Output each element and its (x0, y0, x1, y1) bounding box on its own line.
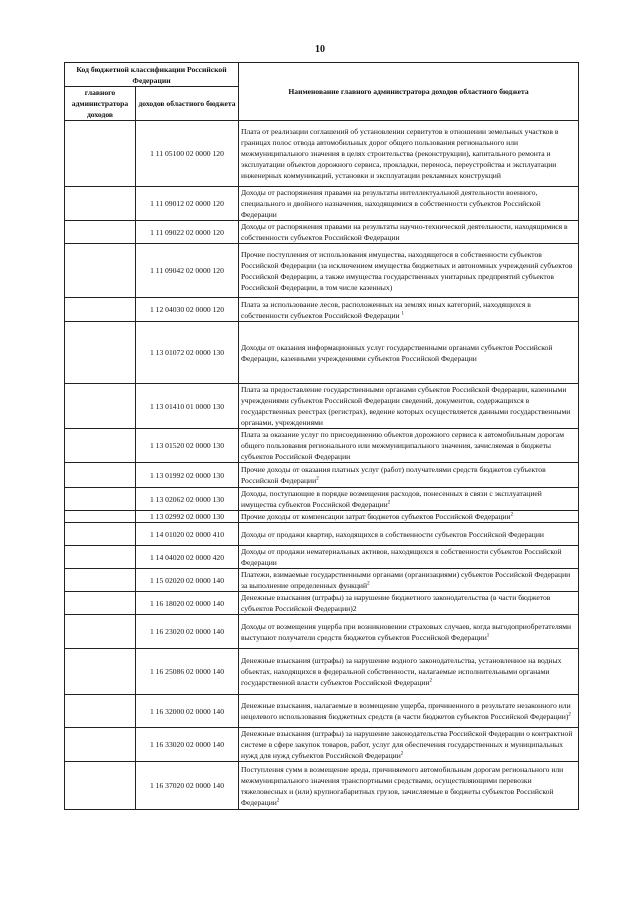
income-name-cell (239, 244, 579, 298)
income-name-text: Поступления сумм в возмещение вреда, причиняемого автомобильным дорогам регионального или межмуниципального значения транспортными средствами, осуществляющими перевозки тяжеловесных и (или) крупногабаритных грузов, зачисляемые в бюджеты субъектов Российской Федерации (241, 764, 564, 807)
income-name-cell (239, 762, 579, 810)
admin-code-cell (65, 546, 136, 569)
income-name-cell (239, 121, 579, 187)
admin-code-cell (65, 187, 136, 221)
footnote-marker: 2 (367, 581, 370, 587)
income-name-text: Плата от реализации соглашений об установлении сервитутов в отношении земельных участков в границах полос отвода автомобильных дорог общего пользования регионального или межмуниципального значения в целях строительства (реконструкции), капитального ремонта и эксплуатации объектов дорожного сервиса, прокладки, переноса, переустройства и эксплуатации инженерных коммуникаций, установки и эксплуатации рекламных конструкций (241, 127, 559, 180)
income-code-cell: 1 16 33020 02 0000 140 (136, 728, 239, 762)
table-row (65, 523, 579, 546)
admin-code-cell (65, 298, 136, 322)
income-name-cell (239, 511, 579, 523)
admin-code-cell (65, 569, 136, 592)
income-name-text: Денежные взыскания (штрафы) за нарушение бюджетного законодательства (в части бюджетов субъектов Российской Федерации)2 (241, 593, 551, 613)
admin-code-cell (65, 244, 136, 298)
footnote-marker: 2 (316, 476, 319, 482)
income-name-cell (239, 569, 579, 592)
income-code-cell: 1 14 04020 02 0000 420 (136, 546, 239, 569)
admin-code-cell (65, 221, 136, 244)
income-code-cell: 1 16 37020 02 0000 140 (136, 762, 239, 810)
admin-code-cell (65, 695, 136, 728)
income-code-cell: 1 11 09012 02 0000 120 (136, 187, 239, 221)
income-name-cell (239, 384, 579, 429)
income-name-cell (239, 615, 579, 649)
admin-code-cell (65, 649, 136, 695)
admin-code-cell (65, 592, 136, 615)
admin-code-cell (65, 429, 136, 463)
footnote-marker: 2 (276, 797, 280, 803)
income-name-text: Денежные взыскания (штрафы) за нарушение водного законодательства, установленное на водных объектах, находящихся в федеральной собственности, налагаемые исполнительными органами государственной власти субъектов Российской Федерации (241, 656, 562, 687)
table-row (65, 546, 579, 569)
income-code-cell: 1 13 01410 01 0000 130 (136, 384, 239, 429)
income-name-text: Плата за оказание услуг по присоединению объектов дорожного сервиса к автомобильным дорогам общего пользования регионального или межмуниципального значения, зачисляемая в бюджеты субъектов Российской Федерации (241, 430, 565, 461)
income-name-text: Доходы от оказания информационных услуг государственными органами субъектов Российской Федерации, казенными учреждениями субъектов Российской Федерации (241, 342, 553, 363)
header-admin-column: главного администратора доходов (65, 87, 136, 121)
income-name-cell (239, 322, 579, 384)
income-name-text: Денежные взыскания (штрафы) за нарушение законодательства Российской Федерации о контрактной системе в сфере закупок товаров, работ, услуг для обеспечения государственных и муниципальных нужд для нужд субъектов Российской Федерации (241, 729, 573, 760)
income-name-cell (239, 523, 579, 546)
income-code-cell: 1 16 25086 02 0000 140 (136, 649, 239, 695)
income-code-cell: 1 16 32000 02 0000 140 (136, 695, 239, 728)
table-row (65, 121, 579, 187)
admin-code-cell (65, 728, 136, 762)
income-name-text: Прочие доходы от компенсации затрат бюджетов субъектов Российской Федерации (241, 512, 511, 521)
income-name-text: Доходы от распоряжения правами на результаты интеллектуальной деятельности военного, специального и двойного назначения, находящимися в собственности субъектов Российской Федерации (241, 188, 541, 219)
income-name-text: Прочие доходы от оказания платных услуг (работ) получателями средств бюджетов субъектов Российской Федерации (241, 465, 546, 485)
income-name-text: Плата за предоставление государственными органами субъектов Российской Федерации, казенными учреждениями субъектов Российской Федерации сведений, документов, содержащихся в государственных реестрах (регистрах), ведение которых осуществляется данными государственными органами, учреждениями (241, 385, 571, 427)
table-row (65, 384, 579, 429)
income-code-cell: 1 13 01072 02 0000 130 (136, 322, 239, 384)
income-code-cell: 1 13 01992 02 0000 130 (136, 463, 239, 488)
income-name-text: Денежные взыскания, налагаемые в возмещение ущерба, причиненного в результате незаконного или нецелевого использования бюджетных средств (в части бюджетов субъектов Российской Федерации) (241, 701, 571, 721)
footnote-marker: 2 (387, 500, 391, 506)
income-code-cell: 1 11 05100 02 0000 120 (136, 121, 239, 187)
admin-code-cell (65, 511, 136, 523)
income-name-text: Доходы от продажи нематериальных активов, находящихся в собственности субъектов Российской Федерации (241, 547, 562, 567)
footnote-marker: 2 (568, 712, 571, 718)
table-row (65, 511, 579, 523)
income-name-text: Доходы от распоряжения правами на результаты научно-технической деятельности, находящимися в собственности субъектов Российской Федерации (241, 222, 568, 242)
admin-code-cell (65, 488, 136, 511)
income-code-cell: 1 12 04030 02 0000 120 (136, 298, 239, 322)
admin-code-cell (65, 762, 136, 810)
income-name-text: Плата за использование лесов, расположенных на землях иных категорий, находящихся в собственности субъектов Российской Федерации (241, 299, 531, 320)
income-code-cell: 1 16 18020 02 0000 140 (136, 592, 239, 615)
table-row (65, 322, 579, 384)
footnote-marker: 1 (486, 632, 490, 638)
admin-code-cell (65, 121, 136, 187)
income-name-text: Платежи, взимаемые государственными органами (организациями) субъектов Российской Федерации за выполнение определенных функций (241, 570, 571, 590)
page-number: 10 (315, 44, 325, 55)
income-name-text: Доходы, поступающие в порядке возмещения расходов, понесенных в связи с эксплуатацией имущества субъектов Российской Федерации (241, 489, 542, 509)
table-row (65, 221, 579, 244)
income-name-text: Доходы от продажи квартир, находящихся в собственности субъектов Российской Федерации (241, 529, 544, 539)
income-code-cell: 1 11 09022 02 0000 120 (136, 221, 239, 244)
income-name-cell (239, 298, 579, 322)
footnote-marker: 2 (510, 512, 514, 518)
header-income-column: доходов областного бюджета (136, 87, 239, 121)
income-code-cell: 1 11 09042 02 0000 120 (136, 244, 239, 298)
income-name-cell (239, 463, 579, 488)
table-row (65, 244, 579, 298)
income-name-cell (239, 728, 579, 762)
table-row (65, 615, 579, 649)
admin-code-cell (65, 322, 136, 384)
income-code-cell: 1 13 01520 02 0000 130 (136, 429, 239, 463)
table-row (65, 488, 579, 511)
income-name-cell (239, 488, 579, 511)
income-code-cell: 1 14 01020 02 0000 410 (136, 523, 239, 546)
table-row (65, 649, 579, 695)
table-row (65, 695, 579, 728)
admin-code-cell (65, 615, 136, 649)
admin-code-cell (65, 523, 136, 546)
footnote-marker: 1 (401, 310, 405, 316)
budget-classification-table (64, 62, 579, 810)
income-name-cell (239, 592, 579, 615)
admin-code-cell (65, 463, 136, 488)
table-row (65, 463, 579, 488)
income-name-cell (239, 187, 579, 221)
income-name-text: Прочие поступления от использования имущества, находящегося в собственности субъектов Российской Федерации (за исключением имущества бюджетных и автономных учреждений субъектов Российской Федерации, а также имущества государственных унитарных предприятий субъектов Российской Федерации, в том числе казенных) (241, 249, 573, 292)
income-name-cell (239, 429, 579, 463)
income-name-text: Доходы от возмещения ущерба при возникновении страховых случаев, когда выгодоприобретателями выступают получатели средств бюджетов субъектов Российской Федерации (241, 621, 572, 642)
table-row (65, 728, 579, 762)
header-name-column: Наименование главного администратора доходов областного бюджета (239, 63, 579, 121)
income-name-cell (239, 695, 579, 728)
income-name-cell (239, 221, 579, 244)
income-name-cell (239, 649, 579, 695)
admin-code-cell (65, 384, 136, 429)
table-row (65, 592, 579, 615)
footnote-marker: 2 (400, 751, 404, 757)
income-code-cell: 1 13 02062 02 0000 130 (136, 488, 239, 511)
footnote-marker: 2 (429, 678, 433, 684)
income-code-cell: 1 13 02992 02 0000 130 (136, 511, 239, 523)
table-row (65, 298, 579, 322)
table-row (65, 762, 579, 810)
table-row (65, 429, 579, 463)
table-row (65, 569, 579, 592)
income-name-cell (239, 546, 579, 569)
income-code-cell: 1 16 23020 02 0000 140 (136, 615, 239, 649)
table-row (65, 187, 579, 221)
income-code-cell: 1 15 02020 02 0000 140 (136, 569, 239, 592)
header-classification-group: Код бюджетной классификации Российской Федерации (65, 63, 239, 87)
